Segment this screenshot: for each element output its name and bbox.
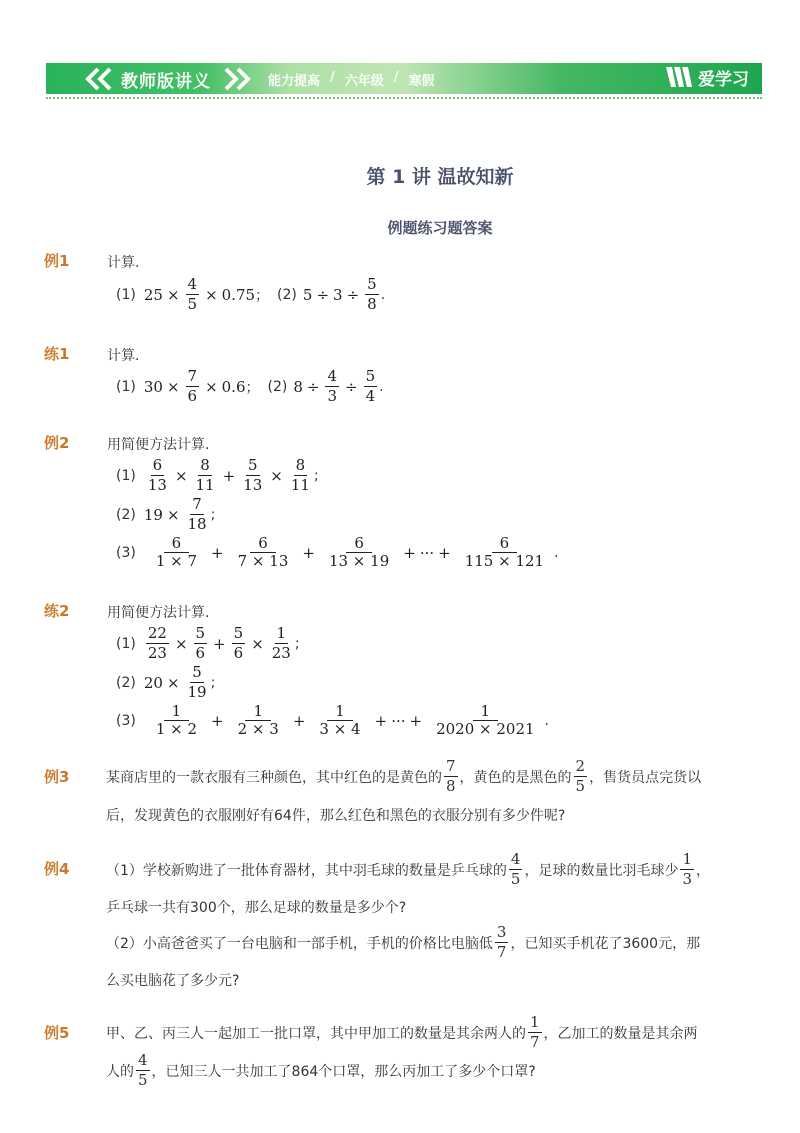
- expression-line: [116, 703, 549, 738]
- crumb-separator: /: [330, 70, 335, 85]
- expression-line: [116, 368, 384, 405]
- problem-text: 某商店里的一款衣服有三种颜色，其中红色的是黄色的: [106, 769, 442, 786]
- math-expression: 20 × $\frac{5}{19}$: [143, 663, 207, 701]
- expression-line: [116, 625, 300, 662]
- fraction: 3 7: [496, 923, 507, 961]
- fraction: 2 5: [575, 757, 586, 795]
- punctuation: ;: [210, 506, 216, 523]
- fraction: $\frac{4}{3}$: [327, 367, 338, 405]
- brand-title: 教师版讲义: [121, 72, 211, 92]
- fraction: $\frac{7}{6}$: [187, 367, 198, 405]
- problem-prompt: 用简便方法计算.: [107, 437, 210, 453]
- problem-prompt: 计算.: [107, 255, 140, 271]
- fraction: 4 5: [138, 1051, 148, 1089]
- problem-label: 练1: [44, 345, 70, 363]
- fraction: 6 1 × 7: [155, 534, 198, 570]
- problem-text: （2）小高爸爸买了一台电脑和一部手机，手机的价格比电脑低: [106, 935, 493, 952]
- text-line: [106, 851, 710, 888]
- text-line: [106, 758, 701, 795]
- punctuation: ;: [294, 635, 300, 652]
- part-number: (1): [116, 635, 136, 652]
- problem-text: 人的: [106, 1063, 134, 1080]
- fraction: $\frac{8}{11}$: [195, 456, 215, 494]
- part-number: (2): [277, 286, 297, 303]
- expression-line: [116, 496, 215, 533]
- fraction: 1 1 × 2: [155, 702, 198, 738]
- page-subtitle: 例题练习题答案: [387, 219, 493, 237]
- expression-line: [116, 457, 319, 494]
- punctuation: .: [544, 712, 549, 729]
- math-expression: $\frac{6}{13}$ × $\frac{8}{11}$ + $\frac{5}{13}$ × $\frac{8}{11}$: [147, 456, 310, 494]
- text-line: [106, 1014, 698, 1051]
- math-expression: 30 × $\frac{7}{6}$ × 0.6: [143, 367, 246, 405]
- punctuation: ；: [245, 379, 260, 396]
- math-expression: 25 × $\frac{4}{5}$ × 0.75: [143, 275, 256, 313]
- part-number: (3): [116, 712, 136, 729]
- problem-text: 甲、乙、丙三人一起加工一批口罩，其中甲加工的数量是其余两人的: [106, 1025, 526, 1042]
- math-expression: $\frac{22}{23}$ × $\frac{5}{6}$ + $\frac{5}{6}$ × $\frac{1}{23}$: [147, 624, 291, 662]
- part-number: (3): [116, 544, 136, 561]
- expression-line: [116, 535, 559, 570]
- header-divider: [46, 97, 762, 99]
- fraction: $\frac{5}{6}$: [195, 624, 206, 662]
- fraction: $\frac{6}{13 \times 19}$: [328, 534, 390, 570]
- part-number: (1): [116, 467, 136, 484]
- fraction: $\frac{1}{23}$: [271, 624, 291, 662]
- problem-text: ，已知买手机花了3600元，那: [510, 935, 701, 952]
- part-number: (1): [116, 378, 136, 395]
- problem-text: ，乙加工的数量是其余两: [543, 1025, 698, 1042]
- fraction: $\frac{1}{2 \times 3}$: [237, 702, 279, 738]
- fraction: $\frac{7}{18}$: [187, 495, 207, 533]
- part-number: (2): [267, 378, 288, 395]
- fraction: $\frac{6}{115 \times 121}$: [464, 534, 545, 570]
- fraction: $\frac{4}{5}$: [187, 275, 198, 313]
- fraction: $\frac{6}{13}$: [147, 456, 167, 494]
- fraction: $\frac{1}{3 \times 4}$: [319, 702, 361, 738]
- fraction: $\frac{6}{7 \times 13}$: [237, 534, 289, 570]
- fraction: $\frac{5}{8}$: [367, 275, 377, 313]
- problem-label: 例1: [44, 252, 70, 270]
- fraction: $\frac{8}{11}$: [290, 456, 310, 494]
- expression-line: [116, 664, 215, 701]
- problem-prompt: 用简便方法计算.: [107, 605, 210, 621]
- math-expression: 8 ÷ $\frac{4}{3}$ ÷ $\frac{5}{4}$: [293, 367, 376, 405]
- ellipsis: ···: [419, 543, 435, 562]
- problem-label: 例3: [44, 768, 70, 786]
- punctuation: ;: [313, 467, 319, 484]
- part-number: (2): [116, 674, 136, 691]
- expression-line: [116, 276, 385, 313]
- fraction: $\frac{1}{2020 \times 2021}$: [436, 702, 535, 738]
- punctuation: .: [380, 286, 386, 303]
- ellipsis: ···: [391, 711, 406, 730]
- problem-label: 例2: [44, 434, 70, 452]
- fraction: $\frac{5}{4}$: [365, 367, 376, 405]
- punctuation: .: [379, 378, 384, 395]
- fraction: 4 5: [510, 850, 521, 888]
- crumb-separator: /: [393, 70, 399, 85]
- fraction: $\frac{22}{23}$: [147, 624, 167, 662]
- problem-label: 例5: [44, 1024, 70, 1042]
- problem-text: 乒乓球一共有300个，那么足球的数量是多少个?: [106, 900, 407, 916]
- problem-text: ，: [696, 862, 710, 879]
- logo-mark-icon: [664, 64, 694, 90]
- logo-text: 爱学习: [698, 69, 749, 90]
- problem-text: ，足球的数量比羽毛球少: [524, 862, 679, 879]
- math-number: 0.75: [221, 285, 256, 304]
- fraction: $\frac{5}{19}$: [187, 663, 207, 701]
- part-number: (1): [116, 286, 136, 303]
- problem-label: 例4: [44, 860, 70, 878]
- text-line: [106, 924, 700, 961]
- math-expression: 19 × $\frac{7}{18}$: [143, 495, 207, 533]
- fraction: 1 7: [530, 1013, 540, 1051]
- problem-prompt: 计算.: [107, 348, 140, 364]
- part-number: (2): [116, 506, 136, 523]
- problem-text: ，售货员点完货以: [589, 769, 702, 786]
- double-chevron-right-icon: [220, 67, 254, 91]
- math-expression: 6 1 × 7 + $\frac{6}{7 \times 13}$ + $\frac{6}{13 \times 19}$ + ··· + $\frac{6}{115 \times 121}$: [146, 535, 554, 570]
- fraction: 1 3: [682, 850, 692, 888]
- crumb-3: 寒假: [408, 74, 435, 89]
- problem-text: （1）学校新购进了一批体育器材，其中羽毛球的数量是乒乓球的: [106, 862, 507, 879]
- fraction: $\frac{5}{6}$: [233, 624, 244, 662]
- problem-text: ，黄色的是黑色的: [459, 769, 572, 786]
- page-title: 第 1 讲 温故知新: [366, 166, 514, 188]
- text-line: [106, 1052, 536, 1089]
- problem-text: 后，发现黄色的衣服刚好有64件，那么红色和黑色的衣服分别有多少件呢?: [106, 808, 566, 824]
- punctuation: ；: [255, 287, 270, 304]
- punctuation: ;: [210, 674, 216, 691]
- math-expression: 5 ÷ 3 ÷ $\frac{5}{8}$: [302, 275, 377, 313]
- fraction: $\frac{5}{13}$: [243, 456, 263, 494]
- fraction: 7 8: [446, 757, 456, 795]
- problem-text: 么买电脑花了多少元?: [106, 973, 240, 989]
- math-number: 25: [143, 285, 163, 304]
- crumb-1: 能力提高: [268, 74, 321, 89]
- problem-text: ，已知三人一共加工了864个口罩，那么丙加工了多少个口罩?: [151, 1063, 536, 1080]
- logo: [664, 64, 749, 90]
- crumb-2: 六年级: [344, 74, 384, 89]
- problem-label: 练2: [44, 602, 70, 620]
- double-chevron-left-icon: [82, 67, 116, 91]
- breadcrumb: [268, 70, 435, 89]
- punctuation: .: [554, 544, 559, 561]
- math-expression: 1 1 × 2 + $\frac{1}{2 \times 3}$ + $\frac{1}{3 \times 4}$ + ··· + $\frac{1}{2020 \times 2021}$: [146, 703, 545, 738]
